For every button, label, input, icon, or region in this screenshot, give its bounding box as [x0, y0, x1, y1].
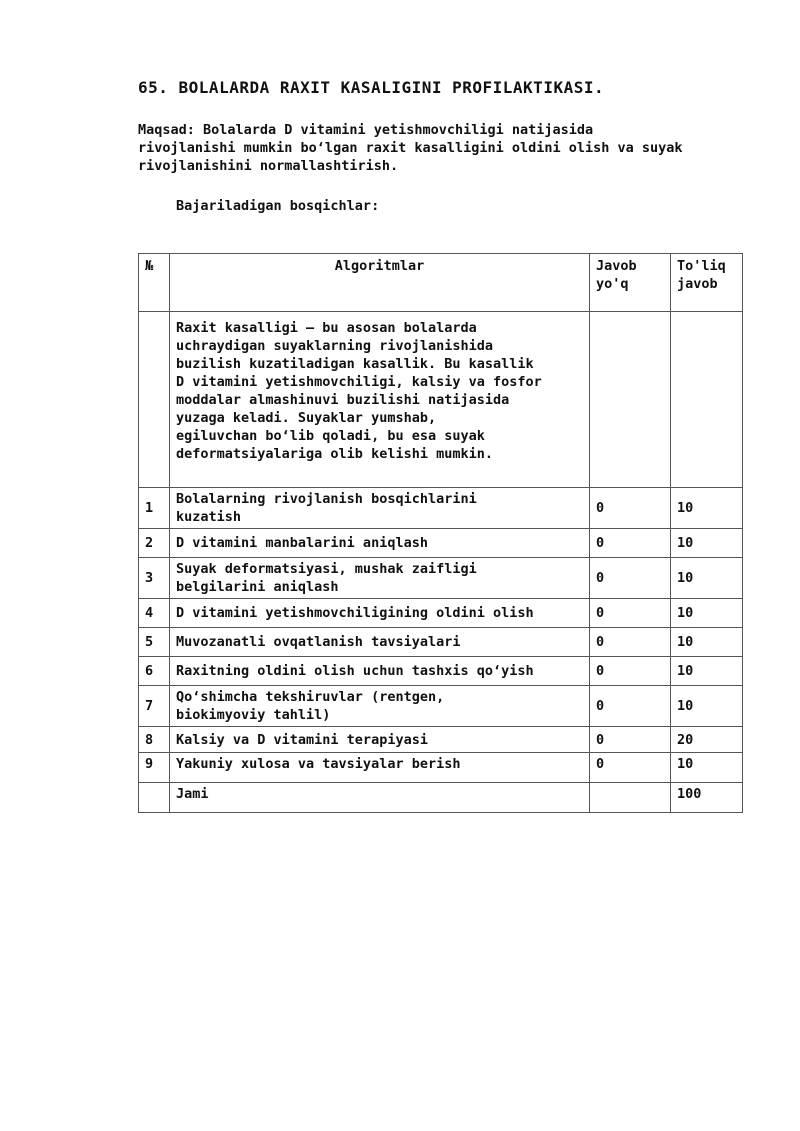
header-no-answer-line: Javob [596, 258, 637, 274]
total-label: Jami [170, 783, 590, 813]
row-number: 3 [139, 558, 170, 599]
row-no-answer: 0 [590, 488, 671, 529]
header-no-answer [590, 254, 671, 312]
row-full-answer: 10 [671, 558, 743, 599]
row-text: Kalsiy va D vitamini terapiyasi [170, 727, 590, 753]
row-no-answer: 0 [590, 657, 671, 686]
row-number: 2 [139, 529, 170, 558]
row-number: 7 [139, 686, 170, 727]
table-row [139, 628, 743, 657]
intro-line: D vitamini yetishmovchiligi, kalsiy va fosfor [176, 374, 542, 390]
table-row [139, 599, 743, 628]
intro-line: Raxit kasalligi – bu asosan bolalarda [176, 320, 477, 336]
row-no-answer: 0 [590, 628, 671, 657]
row-text [170, 686, 590, 727]
table-row [139, 727, 743, 753]
row-full-answer: 10 [671, 657, 743, 686]
row-full-answer: 10 [671, 686, 743, 727]
row-text: Raxitning oldini olish uchun tashxis qo‘yish [170, 657, 590, 686]
intro-line: yuzaga keladi. Suyaklar yumshab, [176, 410, 437, 426]
table-row [139, 488, 743, 529]
header-number: № [139, 254, 170, 312]
row-line: kuzatish [176, 509, 242, 525]
row-full-answer: 10 [671, 628, 743, 657]
header-full-answer-line: javob [677, 276, 718, 292]
row-line: Qo‘shimcha tekshiruvlar (rentgen, [176, 689, 445, 705]
intro-line: uchraydigan suyaklarning rivojlanishida [176, 338, 493, 354]
purpose-paragraph [138, 121, 798, 175]
row-full-answer: 10 [671, 599, 743, 628]
row-no-answer: 0 [590, 529, 671, 558]
row-number: 5 [139, 628, 170, 657]
row-number: 8 [139, 727, 170, 753]
row-full-answer: 10 [671, 529, 743, 558]
row-no-answer: 0 [590, 727, 671, 753]
purpose-line: Maqsad: Bolalarda D vitamini yetishmovchiligi natijasida [138, 122, 594, 138]
header-algorithm: Algoritmlar [170, 254, 590, 312]
total-row [139, 783, 743, 813]
row-text: Yakuniy xulosa va tavsiyalar berish [170, 753, 590, 783]
row-line: biokimyoviy tahlil) [176, 707, 331, 723]
row-text: Muvozanatli ovqatlanish tavsiyalari [170, 628, 590, 657]
table-header-row [139, 254, 743, 312]
header-full-answer-line: To'liq [677, 258, 726, 274]
row-no-answer: 0 [590, 753, 671, 783]
table-row [139, 753, 743, 783]
row-number: 6 [139, 657, 170, 686]
row-text: D vitamini manbalarini aniqlash [170, 529, 590, 558]
header-full-answer [671, 254, 743, 312]
algorithm-table [138, 253, 743, 813]
row-full-answer: 20 [671, 727, 743, 753]
row-number: 4 [139, 599, 170, 628]
row-no-answer: 0 [590, 599, 671, 628]
row-line: Suyak deformatsiyasi, mushak zaifligi [176, 561, 477, 577]
row-number: 1 [139, 488, 170, 529]
purpose-line: rivojlanishi mumkin bo‘lgan raxit kasalligini oldini olish va suyak [138, 140, 683, 156]
intro-text [170, 312, 590, 488]
table-row [139, 529, 743, 558]
row-no-answer: 0 [590, 558, 671, 599]
purpose-line: rivojlanishini normallashtirish. [138, 158, 399, 174]
row-full-answer: 10 [671, 488, 743, 529]
steps-label: Bajariladigan bosqichlar: [176, 198, 380, 214]
total-value: 100 [671, 783, 743, 813]
intro-line: buzilish kuzatiladigan kasallik. Bu kasallik [176, 356, 534, 372]
row-text [170, 558, 590, 599]
page-title: 65. BOLALARDA RAXIT KASALIGINI PROFILAKTIKASI. [138, 78, 605, 97]
row-no-answer: 0 [590, 686, 671, 727]
table-row [139, 657, 743, 686]
row-line: belgilarini aniqlash [176, 579, 339, 595]
row-full-answer: 10 [671, 753, 743, 783]
intro-line: deformatsiyalariga olib kelishi mumkin. [176, 446, 493, 462]
header-no-answer-line: yo'q [596, 276, 629, 292]
row-line: Bolalarning rivojlanish bosqichlarini [176, 491, 477, 507]
intro-line: moddalar almashinuvi buzilishi natijasida [176, 392, 510, 408]
row-text [170, 488, 590, 529]
row-text: D vitamini yetishmovchiligining oldini olish [170, 599, 590, 628]
intro-line: egiluvchan bo‘lib qoladi, bu esa suyak [176, 428, 485, 444]
table-row [139, 558, 743, 599]
table-row [139, 686, 743, 727]
intro-row [139, 312, 743, 488]
row-number: 9 [139, 753, 170, 783]
